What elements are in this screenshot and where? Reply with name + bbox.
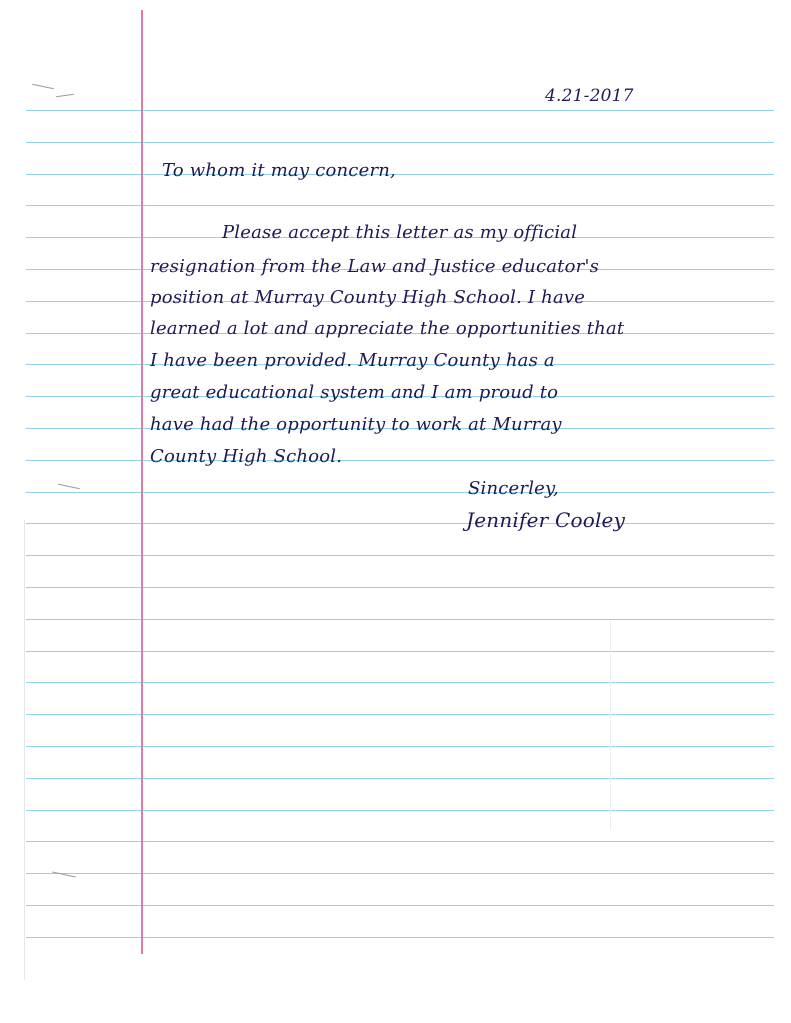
letter-body-line: learned a lot and appreciate the opportunities that [150, 318, 625, 339]
scan-mark [56, 94, 74, 97]
ruled-line [26, 714, 774, 715]
scan-mark [58, 484, 80, 490]
ruled-line [26, 174, 774, 175]
ruled-line [26, 619, 774, 620]
letter-body-line: Please accept this letter as my official [222, 222, 578, 243]
scan-mark [32, 84, 54, 90]
ruled-line [26, 873, 774, 874]
ruled-line [26, 492, 774, 493]
ruled-line [26, 555, 774, 556]
paper-edge [24, 520, 25, 980]
paper-crease [610, 620, 611, 830]
ruled-line [26, 110, 774, 111]
red-margin-line [141, 10, 143, 954]
ruled-line [26, 810, 774, 811]
ruled-line [26, 682, 774, 683]
letter-body-line: position at Murray County High School. I have [150, 287, 586, 308]
ruled-line [26, 841, 774, 842]
letter-body-line: County High School. [150, 446, 343, 467]
ruled-line [26, 651, 774, 652]
ruled-line [26, 142, 774, 143]
ruled-line [26, 937, 774, 938]
letter-body-line: have had the opportunity to work at Murray [150, 414, 562, 435]
letter-signature: Jennifer Cooley [466, 508, 626, 532]
ruled-line [26, 905, 774, 906]
letter-salutation: To whom it may concern, [162, 160, 396, 181]
ruled-line [26, 523, 774, 524]
ruled-line [26, 778, 774, 779]
letter-date: 4.21-2017 [545, 86, 634, 106]
letter-body-line: great educational system and I am proud to [150, 382, 559, 403]
letter-closing: Sincerley, [468, 478, 559, 499]
letter-body-line: I have been provided. Murray County has a [150, 350, 555, 371]
ruled-line [26, 205, 774, 206]
letter-body-line: resignation from the Law and Justice educator's [150, 256, 600, 277]
ruled-line [26, 587, 774, 588]
ruled-line [26, 746, 774, 747]
ruled-line [26, 460, 774, 461]
